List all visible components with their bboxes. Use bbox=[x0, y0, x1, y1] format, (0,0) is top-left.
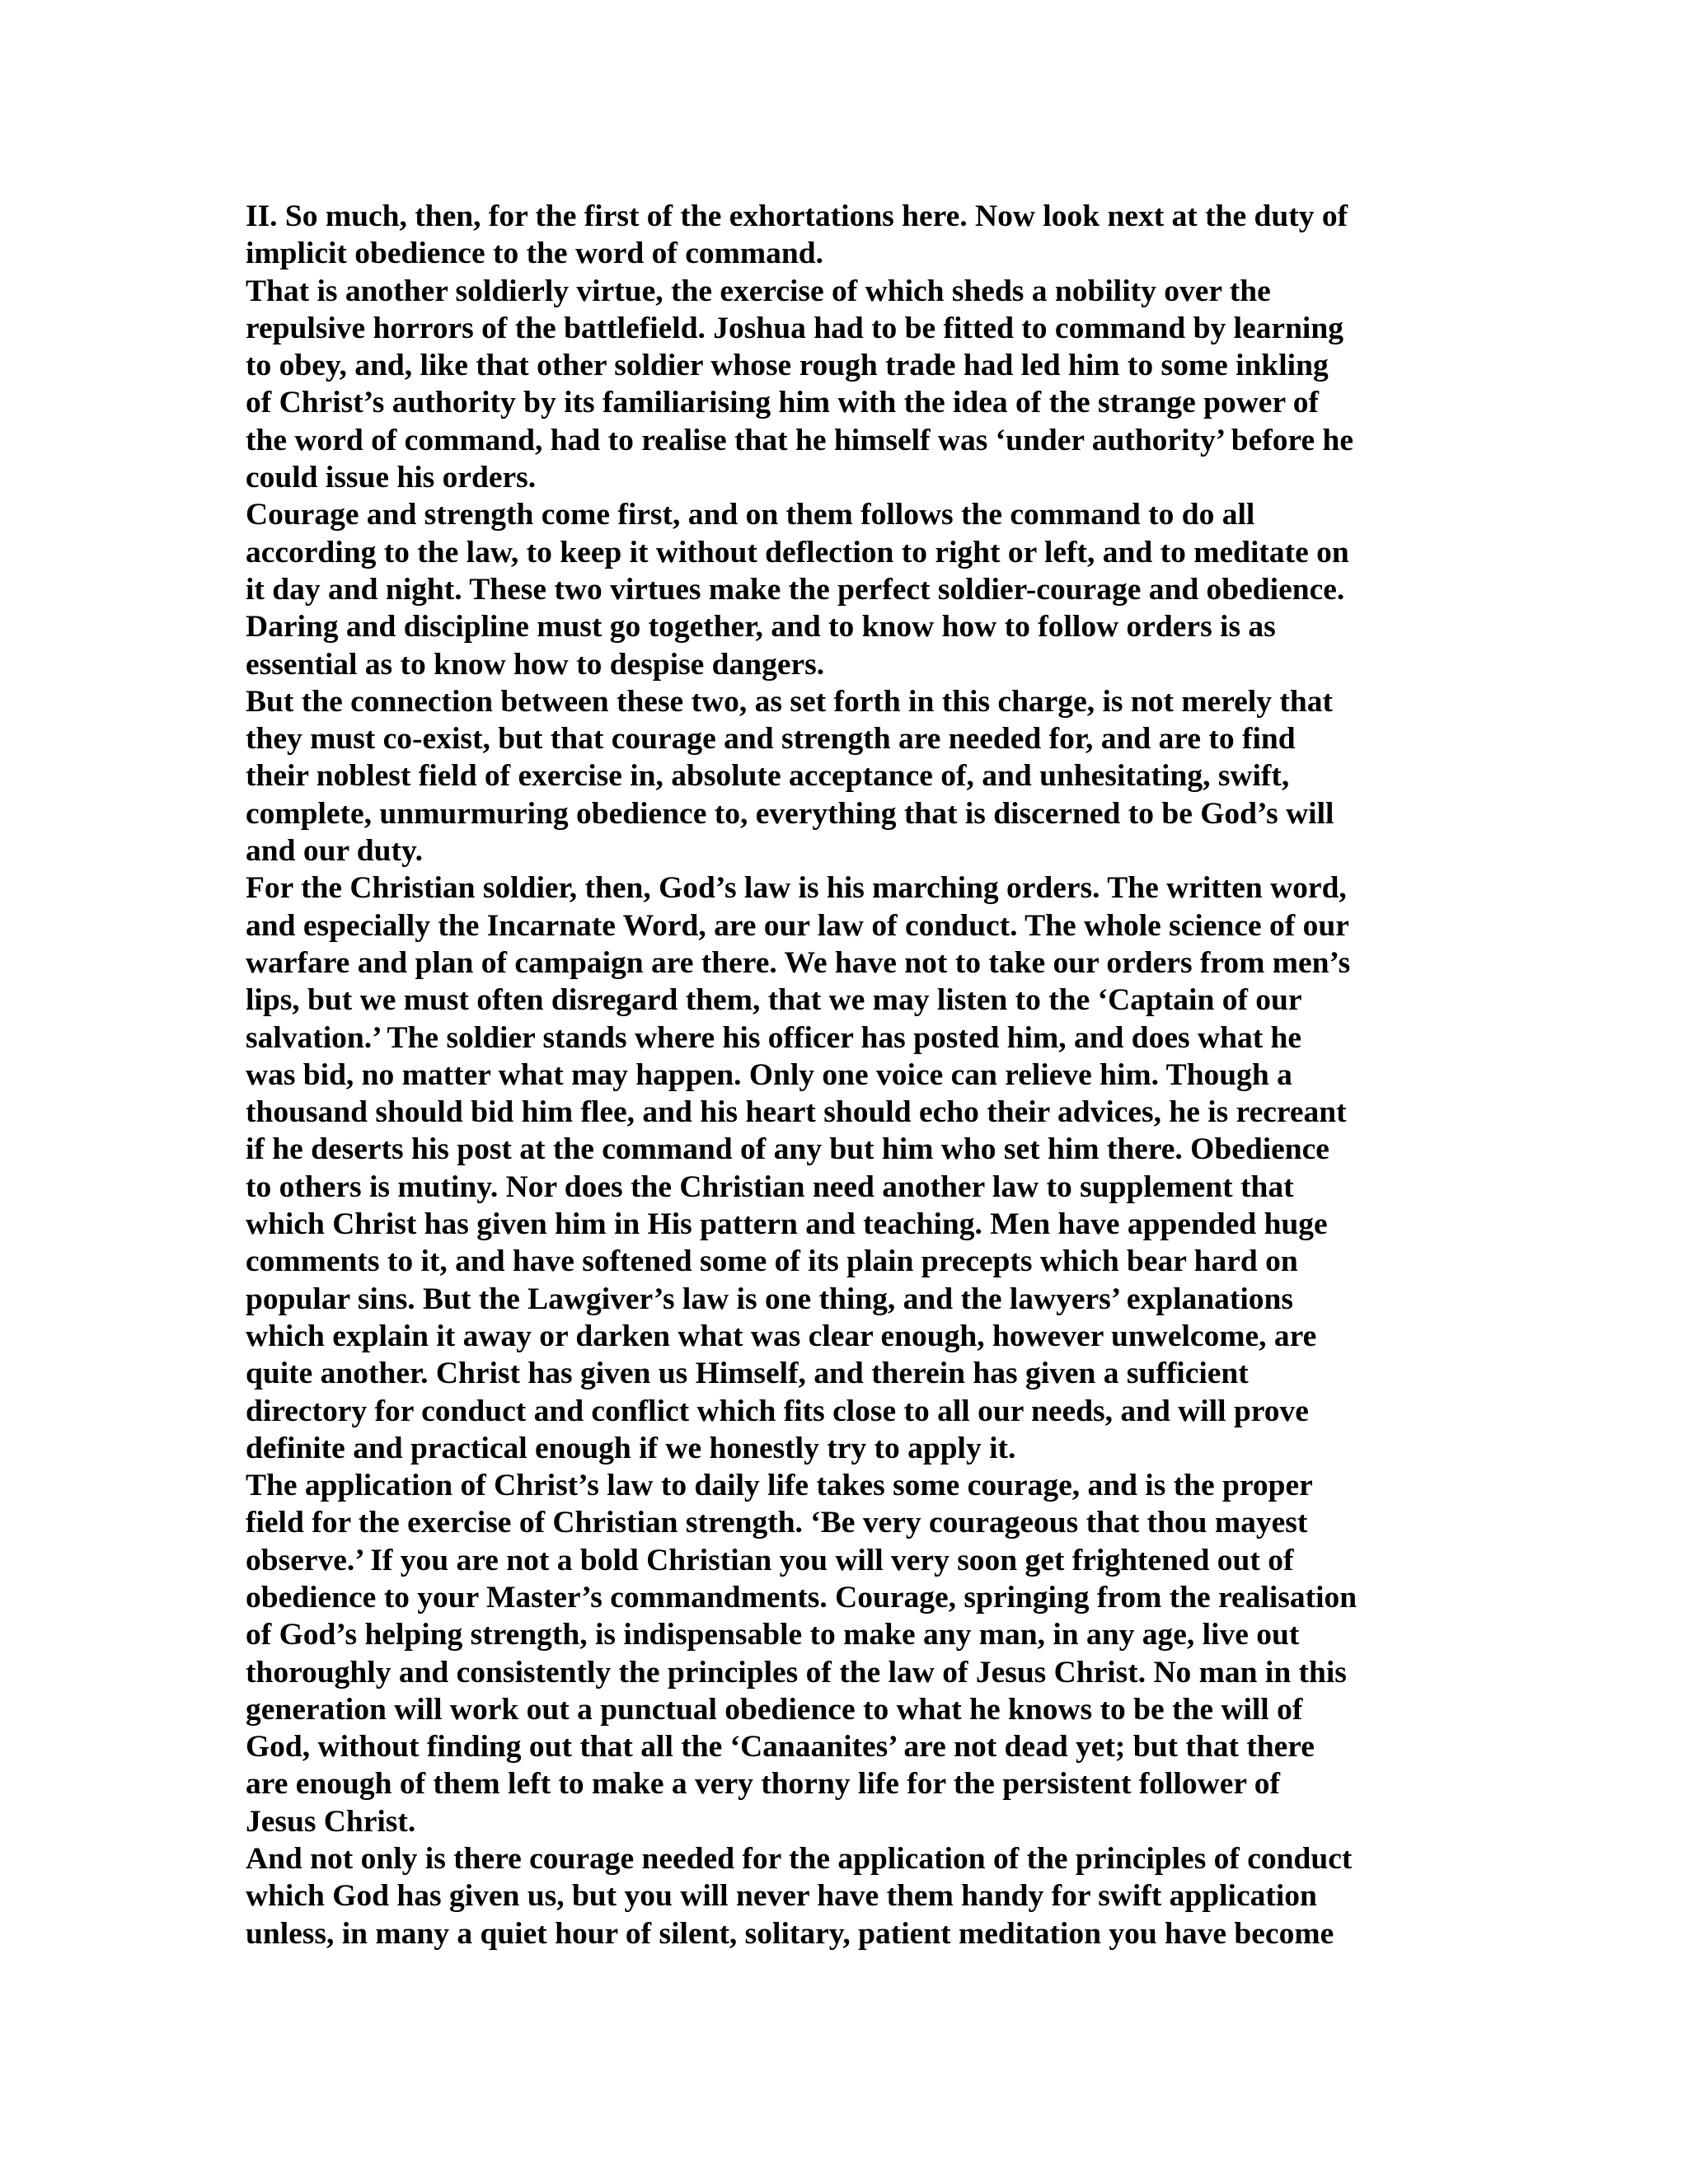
text-line: That is another soldierly virtue, the exercise of which sheds a nobility over the bbox=[246, 274, 1271, 308]
text-line: of God’s helping strength, is indispensable to make any man, in any age, live out bbox=[246, 1618, 1300, 1652]
body-text bbox=[246, 198, 1442, 1952]
text-line: it day and night. These two virtues make the perfect soldier-courage and obedience. bbox=[246, 572, 1345, 607]
text-line: Jesus Christ. bbox=[246, 1804, 416, 1839]
text-line: are enough of them left to make a very thorny life for the persistent follower of bbox=[246, 1767, 1280, 1802]
text-line: lips, but we must often disregard them, that we may listen to the ‘Captain of our bbox=[246, 983, 1302, 1018]
text-line: directory for conduct and conflict which fits close to all our needs, and will prove bbox=[246, 1394, 1309, 1428]
text-line: The application of Christ’s law to daily life takes some courage, and is the proper bbox=[246, 1469, 1313, 1503]
text-line: salvation.’ The soldier stands where his officer has posted him, and does what he bbox=[246, 1020, 1302, 1055]
text-line: II. So much, then, for the first of the exhortations here. Now look next at the duty of bbox=[246, 199, 1348, 233]
text-line: to others is mutiny. Nor does the Christian need another law to supplement that bbox=[246, 1169, 1294, 1204]
text-line: warfare and plan of campaign are there. We have not to take our orders from men’s bbox=[246, 945, 1351, 980]
text-line: popular sins. But the Lawgiver’s law is one thing, and the lawyers’ explanations bbox=[246, 1282, 1293, 1316]
text-line: Daring and discipline must go together, and to know how to follow orders is as bbox=[246, 610, 1276, 644]
text-line: thousand should bid him flee, and his heart should echo their advices, he is recreant bbox=[246, 1095, 1347, 1130]
text-line: quite another. Christ has given us Himself, and therein has given a sufficient bbox=[246, 1357, 1249, 1391]
text-line: which God has given us, but you will never have them handy for swift application bbox=[246, 1879, 1317, 1914]
text-line: But the connection between these two, as set forth in this charge, is not merely that bbox=[246, 684, 1333, 719]
text-line: could issue his orders. bbox=[246, 461, 537, 495]
text-line: obedience to your Master’s commandments. Courage, springing from the realisation bbox=[246, 1580, 1357, 1615]
text-line: they must co-exist, but that courage and strength are needed for, and are to find bbox=[246, 722, 1296, 757]
text-line: which explain it away or darken what was clear enough, however unwelcome, are bbox=[246, 1319, 1317, 1353]
text-line: essential as to know how to despise dangers. bbox=[246, 647, 825, 682]
text-line: of Christ’s authority by its familiarising him with the idea of the strange power of bbox=[246, 386, 1320, 420]
text-line: and our duty. bbox=[246, 834, 424, 869]
text-line: according to the law, to keep it without deflection to right or left, and to meditate on bbox=[246, 535, 1349, 569]
text-line: was bid, no matter what may happen. Only one voice can relieve him. Though a bbox=[246, 1057, 1292, 1092]
text-line: comments to it, and have softened some of its plain precepts which bear hard on bbox=[246, 1244, 1298, 1279]
text-line: thoroughly and consistently the principles of the law of Jesus Christ. No man in this bbox=[246, 1655, 1347, 1690]
text-line: complete, unmurmuring obedience to, everything that is discerned to be God’s will bbox=[246, 796, 1334, 831]
text-line: generation will work out a punctual obedience to what he knows to be the will of bbox=[246, 1692, 1303, 1727]
text-line: to obey, and, like that other soldier whose rough trade had led him to some inkling bbox=[246, 349, 1329, 383]
text-line: if he deserts his post at the command of any but him who set him there. Obedience bbox=[246, 1132, 1329, 1167]
text-line: unless, in many a quiet hour of silent, solitary, patient meditation you have become bbox=[246, 1916, 1334, 1951]
text-line: their noblest field of exercise in, absolute acceptance of, and unhesitating, swift, bbox=[246, 759, 1290, 794]
text-line: and especially the Incarnate Word, are our law of conduct. The whole science of our bbox=[246, 908, 1349, 943]
text-line: And not only is there courage needed for the application of the principles of conduct bbox=[246, 1842, 1353, 1877]
text-line: Courage and strength come first, and on them follows the command to do all bbox=[246, 498, 1255, 532]
text-line: For the Christian soldier, then, God’s law is his marching orders. The written word, bbox=[246, 871, 1347, 906]
text-line: God, without finding out that all the ‘Canaanites’ are not dead yet; but that there bbox=[246, 1730, 1315, 1765]
text-line: which Christ has given him in His pattern and teaching. Men have appended huge bbox=[246, 1207, 1328, 1242]
text-line: repulsive horrors of the battlefield. Joshua had to be fitted to command by learning bbox=[246, 311, 1343, 345]
text-line: the word of command, had to realise that he himself was ‘under authority’ before he bbox=[246, 423, 1354, 457]
text-line: observe.’ If you are not a bold Christian you will very soon get frightened out of bbox=[246, 1543, 1294, 1577]
text-line: field for the exercise of Christian strength. ‘Be very courageous that thou mayest bbox=[246, 1506, 1308, 1540]
text-line: definite and practical enough if we honestly try to apply it. bbox=[246, 1431, 1016, 1465]
text-line: implicit obedience to the word of command. bbox=[246, 237, 823, 271]
